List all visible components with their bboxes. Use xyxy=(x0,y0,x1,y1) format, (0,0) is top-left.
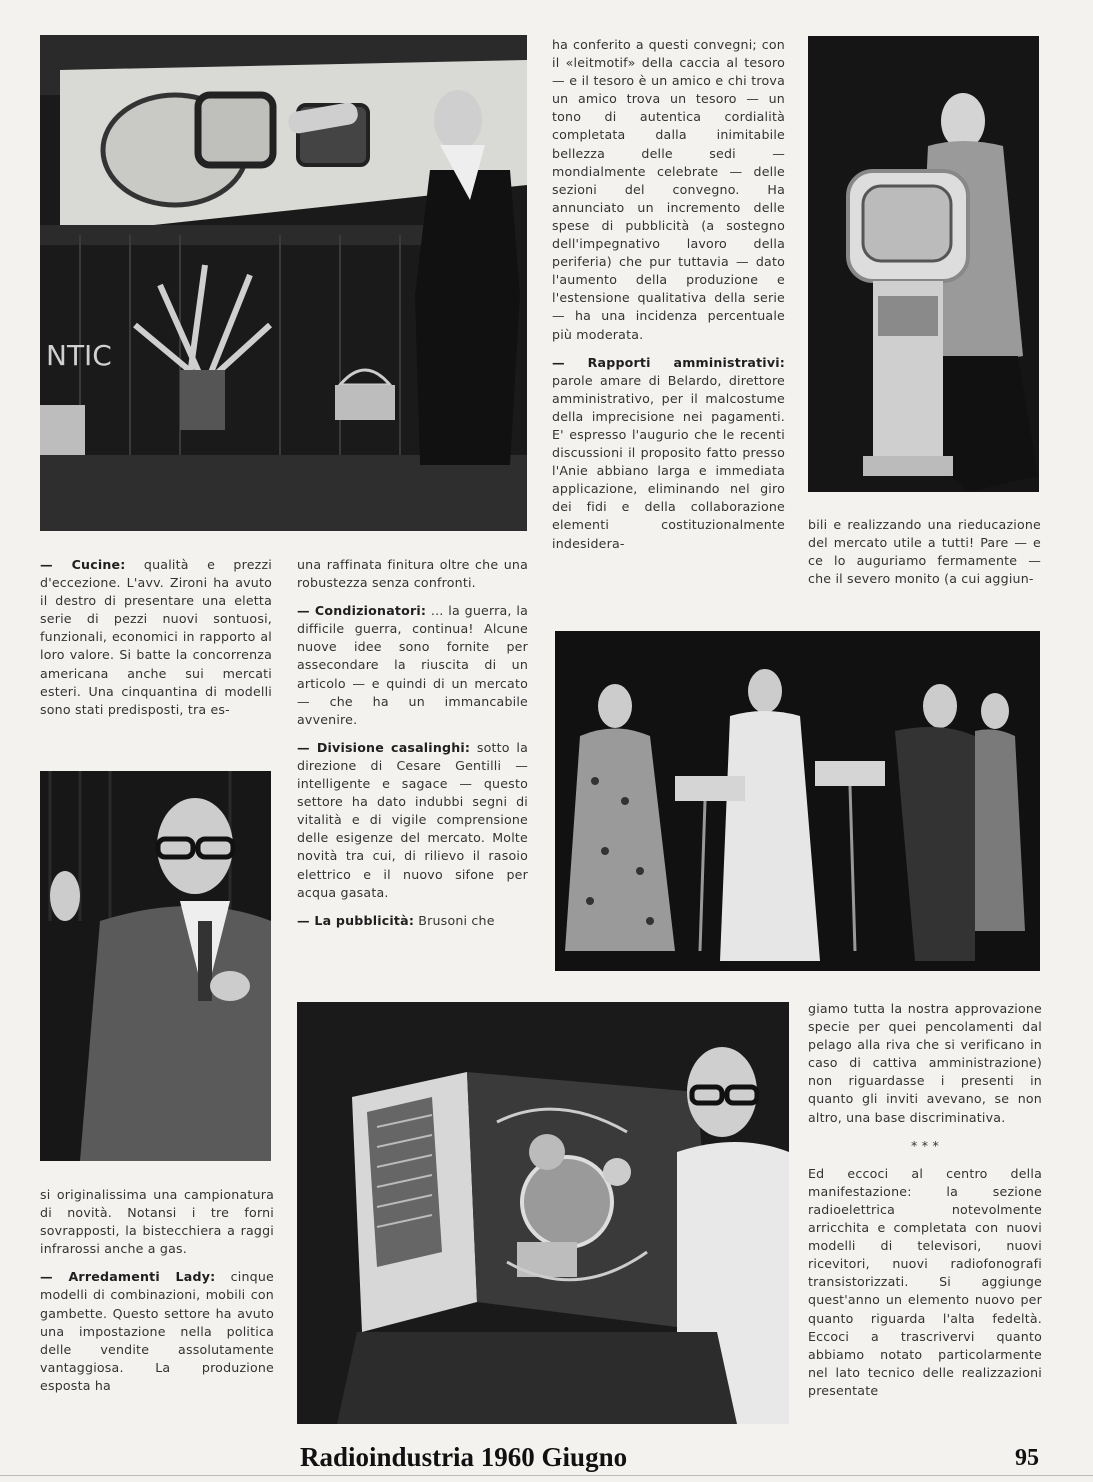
footer-rule xyxy=(0,1475,1093,1476)
section-text-condizionatori: ... la guerra, la difficile guerra, continua! Alcune nuove idee sono fornite per assecondare la riuscita di un articolo — e quindi di un mercato — che ha un immancabile avvenire. xyxy=(297,603,528,727)
paragraph-campionatura: si originalissima una campionatura di novità. Notansi i tre forni sovrapposti, la bistecchiera a raggi infrarossi anche a gas. xyxy=(40,1187,274,1257)
column-right-top xyxy=(808,516,1041,598)
section-text-cucine: qualità e prezzi d'eccezione. L'avv. Zironi ha avuto il destro di presentare una eletta serie di pezzi nuovi sontuosi, funzionali, economici in rapporto al loro valore. Si batte la concorrenza americana anche sui mercati esteri. Una cinquantina di modelli sono stati predisposti, tra es- xyxy=(40,557,272,717)
photo-display-stands xyxy=(555,631,1040,971)
section-label-cucine: — Cucine: xyxy=(40,557,126,572)
section-separator: * * * xyxy=(911,1137,939,1153)
paragraph-sezione-radioelettrica: Ed eccoci al centro della manifestazione: la sezione radioelettrica notevolmente arricchita e completata con nuovi modelli di televisori, nuovi ricevitori, nuovi radiofonografi transistorizzati. Si aggiunge quest'anno un elemento nuovo per quanto riguarda l'alta fedeltà. Eccoci a trascrivervi quanto abbiamo notato particolarmente nel lato tecnico delle realizzazioni presentate xyxy=(808,1165,1042,1398)
paragraph-approvazione: giamo tutta la nostra approvazione specie per quei pencolamenti dal pelago alla riva che si verificano in caso di cattiva amministrazione) non riguardasse i presenti in quanto gli inviti avevano, se non altro, una base discriminativa. xyxy=(808,1001,1042,1125)
section-label-arredamenti: — Arredamenti Lady: xyxy=(40,1269,216,1285)
sign-text: NTIC xyxy=(46,339,112,372)
section-text-rapporti: parole amare di Belardo, direttore amministrativo, per il malcostume della imprecisione nei pagamenti. E' espresso l'augurio che le recenti discussioni il proposito fatto presso l'Anie abbiano larga e immediata applicazione, eliminando nel giro dei fidi e della collaborazione elementi costituzionalmente indesidera- xyxy=(552,372,785,551)
section-label-rapporti: — Rapporti amministrativi: xyxy=(552,354,785,370)
paragraph-convegni: ha conferito a questi convegni; con il «leitmotif» della caccia al tesoro — e il tesoro è un amico e chi trova un amico trova un tesoro — un tono di autentica cordialità completata dalla inimitabile bellezza delle sedi — mondialmente celebrate — delle sezioni del convegno. Ha annunciato un incremento delle spese di pubblicità (a sostegno dell'impegnativo lavoro della periferia) che pur tuttavia — dato l'aumento della produzione e l'estensione qualitativa della serie — ha una incidenza percentuale più moderata. xyxy=(552,37,785,342)
column-middle xyxy=(297,556,528,940)
paragraph-rieducazione: bili e realizzando una rieducazione del mercato utile a tutti! Pare — e ce lo auguriamo fermamente — che il severo monito (a cui aggiun- xyxy=(808,517,1041,587)
section-label-condizionatori: — Condizionatori: xyxy=(297,603,427,619)
column-center xyxy=(552,36,785,563)
footer-page-number: 95 xyxy=(1015,1445,1039,1471)
photo-presenter-screens xyxy=(40,35,527,531)
footer-publication-title: Radioindustria 1960 Giugno xyxy=(300,1442,628,1472)
column-right-bottom xyxy=(808,1000,1042,1410)
section-text-pubblicita: Brusoni che xyxy=(414,912,495,928)
paragraph-finitura: una raffinata finitura oltre che una robustezza senza confronti. xyxy=(297,557,528,591)
section-label-pubblicita: — La pubblicità: xyxy=(297,912,415,928)
column-left-top xyxy=(40,556,272,729)
section-text-casalinghi: sotto la direzione di Cesare Gentilli — intelligente e sagace — questo settore ha dato indubbi segni di vitalità e di vigile comprensione delle esigenze del mercato. Molte novità tra cui, di rilievo il rasoio elettrico e il nuovo sifone per acqua gasata. xyxy=(297,739,528,900)
photo-tv-pedestal-model xyxy=(808,36,1039,492)
photo-speaker-gesture xyxy=(40,771,271,1161)
section-label-casalinghi: — Divisione casalinghi: xyxy=(297,739,471,755)
photo-technician-chassis xyxy=(297,1002,789,1424)
column-left-bottom xyxy=(40,1186,274,1405)
section-text-arredamenti: cinque modelli di combinazioni, mobili con gambette. Questo settore ha avuto una impostazione nella politica delle vendite assolutamente vantaggiosa. La produzione esposta ha xyxy=(40,1269,274,1393)
